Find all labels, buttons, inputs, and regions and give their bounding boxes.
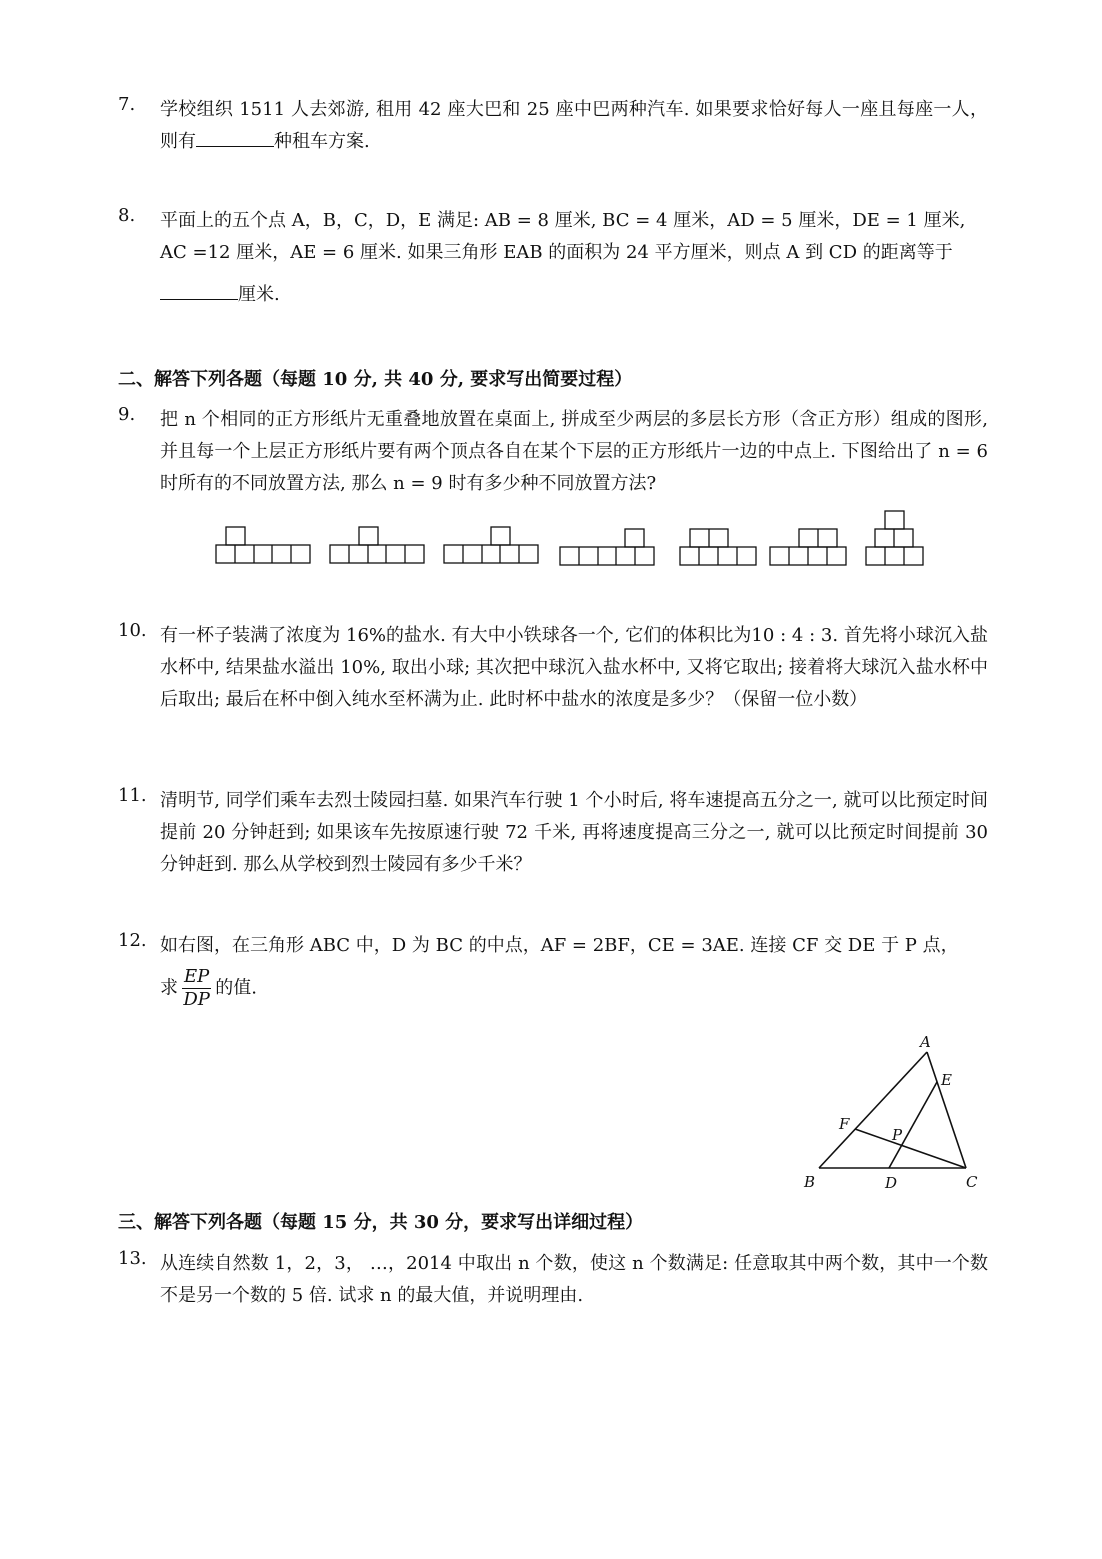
question-text: 学校组织 1511 人去郊游, 租用 42 座大巴和 25 座中巴两种汽车. 如果要求恰好每人一座且每座一人，则有 种租车方案. — [160, 99, 988, 152]
question-number: 8. — [118, 205, 136, 226]
question-11 — [118, 785, 988, 881]
question-number: 13. — [118, 1248, 147, 1269]
question-text: 平面上的五个点 A，B，C，D，E 满足: AB = 8 厘米, BC = 4 厘米，AD = 5 厘米，DE = 1 厘米, AC =12 厘米，AE = 6 厘米. 如果三角形 EAB 的面积为 24 平方厘米，则点 A 到 CD 的距离等于 厘米. — [160, 210, 966, 305]
section-2-title: 二、解答下列各题（每题 10 分, 共 40 分, 要求写出简要过程） — [118, 369, 633, 390]
label-b: B — [804, 1173, 816, 1191]
question-9 — [118, 404, 988, 500]
question-text: 清明节, 同学们乘车去烈士陵园扫墓. 如果汽车行驶 1 个小时后, 将车速提高五分之一, 就可以比预定时间提前 20 分钟赶到; 如果该车先按原速行驶 72 千米, 再将速度提高三分之一, 就可以比预定时间提前 30 分钟赶到. 那么从学校到烈士陵园有多少千米？ — [160, 790, 988, 875]
question-number: 7. — [118, 94, 136, 115]
triangle-diagram — [790, 1030, 990, 1195]
question-13 — [118, 1248, 988, 1312]
square-arrangements-figure — [210, 510, 930, 570]
question-12 — [118, 930, 988, 1011]
label-f: F — [839, 1115, 850, 1133]
question-number: 9. — [118, 404, 136, 425]
arrangement-7 — [866, 511, 923, 565]
label-c: C — [966, 1173, 978, 1191]
side-ab — [819, 1052, 927, 1168]
question-text: 从连续自然数 1，2，3， …，2014 中取出 n 个数，使这 n 个数满足: 任意取其中两个数，其中一个数不是另一个数的 5 倍. 试求 n 的最大值，并说明理由. — [160, 1253, 988, 1306]
arrangement-6 — [770, 529, 846, 565]
label-p: P — [892, 1126, 903, 1144]
arrangement-4 — [560, 529, 654, 565]
arrangement-2 — [330, 527, 424, 563]
question-text: 如右图，在三角形 ABC 中，D 为 BC 的中点，AF = 2BF，CE = 3AE. 连接 CF 交 DE 于 P 点， 求 $\frac{EP}{DP}$ 的值. — [160, 935, 959, 1010]
arrangement-5 — [680, 529, 756, 565]
question-text: 有一杯子装满了浓度为 16%的盐水. 有大中小铁球各一个, 它们的体积比为10 : 4 : 3. 首先将小球沉入盐水杯中, 结果盐水溢出 10%, 取出小球; 其次把中球沉入盐水杯中, 又将它取出; 接着将大球沉入盐水杯中后取出; 最后在杯中倒入纯水至杯满为止. 此时杯中盐水的浓度是多少？（保留一位小数） — [160, 625, 988, 710]
arrangement-1 — [216, 527, 310, 563]
side-ac — [927, 1052, 966, 1168]
question-number: 10. — [118, 620, 147, 641]
label-a: A — [920, 1033, 931, 1051]
label-e: E — [941, 1071, 952, 1089]
question-text: 把 n 个相同的正方形纸片无重叠地放置在桌面上, 拼成至少两层的多层长方形（含正方形）组成的图形, 并且每一个上层正方形纸片要有两个顶点各自在某个下层的正方形纸片一边的中点上. 下图给出了 n = 6 时所有的不同放置方法, 那么 n = 9 时有多少种不同放置方法? — [160, 409, 988, 494]
question-10 — [118, 620, 988, 716]
segment-cf — [855, 1129, 966, 1168]
label-d: D — [885, 1174, 898, 1192]
question-number: 11. — [118, 785, 147, 806]
question-8 — [118, 205, 988, 311]
arrangement-3 — [444, 527, 538, 563]
section-3-title: 三、解答下列各题（每题 15 分，共 30 分，要求写出详细过程） — [118, 1212, 644, 1233]
answer-blank[interactable] — [160, 279, 238, 300]
ratio-fraction: $\frac{EP}{DP}$ — [183, 966, 210, 1010]
question-7 — [118, 94, 988, 158]
question-number: 12. — [118, 930, 147, 951]
answer-blank[interactable] — [196, 126, 274, 147]
